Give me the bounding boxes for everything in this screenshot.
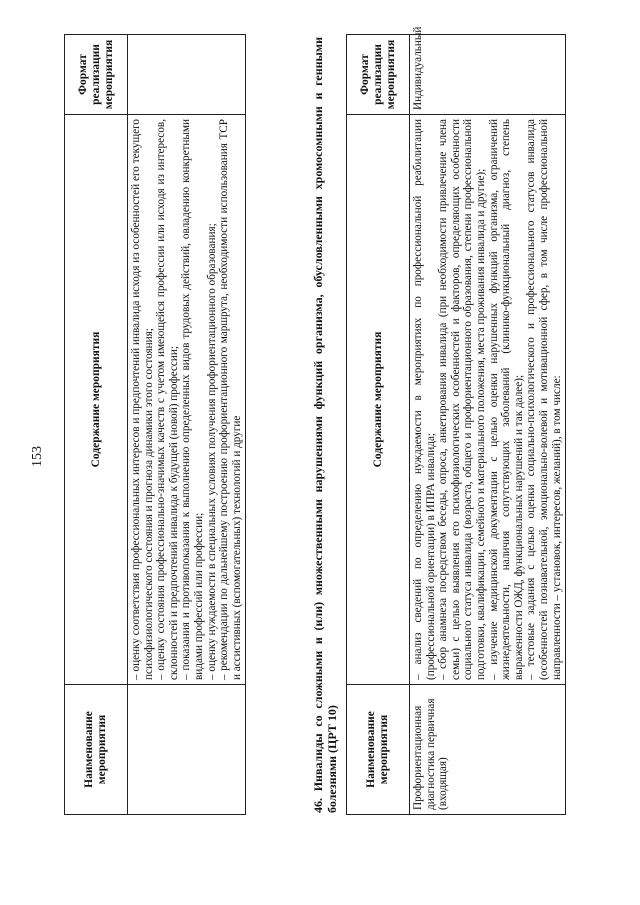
list-item: – тестовые задания с целью оценки социально-психологического и профессионального статусов инвалида (особенностей познавательной, эмоционально-волевой и мотивационной сфер, в том числе профессиональной направленности – установок, интересов, желаний), в том числе: [525, 119, 563, 680]
header-content: Содержание мероприятия [65, 115, 128, 685]
table-continued [64, 34, 246, 815]
header-name: Наименование мероприятия [347, 685, 410, 815]
list-item: – оценку соответствия профессиональных интересов и предпочтений инвалида исходя из особенностей его текущего психофизиологического состояния и прогноза динамики этого состояния; [130, 119, 155, 680]
list-item: – рекомендации по дальнейшему построению профориентационного маршрута, необходимости использования ТСР и ассистивных (вспомогательных) технологий и другие [218, 119, 243, 680]
header-content: Содержание мероприятия [347, 115, 410, 685]
header-format: Формат реализации мероприятия [65, 35, 128, 115]
list-item: – оценку состояния профессионально-значимых качеств с учетом имеющейся профессии или исходя из интересов, склонностей и предпочтений инвалида к будущей (новой) профессии; [155, 119, 180, 680]
cell-content [410, 115, 566, 685]
cell-name-empty [128, 685, 246, 815]
page-number: 153 [30, 446, 45, 467]
list-item: – показания и противопоказания к выполнению определенных видов трудовых действий, овладению конкретными видами профессий или профессии; [180, 119, 205, 680]
header-name: Наименование мероприятия [65, 685, 128, 815]
cell-format: Индивидуальный [410, 35, 566, 115]
list-item: – изучение медицинской документации с целью оценки нарушенных функций организма, ограничений жизнедеятельности, наличия сопутствующих заболеваний (клинико-функциональный диагноз, степень выраженности ОЖД, функциональных нарушений и так далее); [487, 119, 525, 680]
header-format: Формат реализации мероприятия [347, 35, 410, 115]
list-item: – оценку нуждаемости в специальных условиях получения профориентационного образования; [205, 223, 218, 680]
section-title: 46. Инвалиды со сложными и (или) множественными нарушениями функций организма, обусловленными хромосомными и генными болезнями (ЦРТ 10) [311, 37, 339, 813]
table-section-46 [346, 26, 566, 815]
list-item: – сбор анамнеза посредством беседы, опроса, анкетирования инвалида (при необходимости привлечение члена семьи) с целью выявления его психофизиологических особенностей и факторов, определяющих особенности социального статуса инвалида (возраста, общего и профориентационного образования, степени профессиональной подготовки, квалификации, семейного и материального положения, места проживания инвалида и другие); [437, 119, 487, 680]
cell-name: Профориентационная диагностика первичная (входящая) [410, 685, 566, 815]
list-item: – анализ сведений по определению нуждаемости в мероприятиях по профессиональной реабилитации (профессиональной ориентации) в ИПРА инвалида; [412, 119, 437, 680]
cell-format-empty [128, 35, 246, 115]
cell-content [128, 115, 246, 685]
